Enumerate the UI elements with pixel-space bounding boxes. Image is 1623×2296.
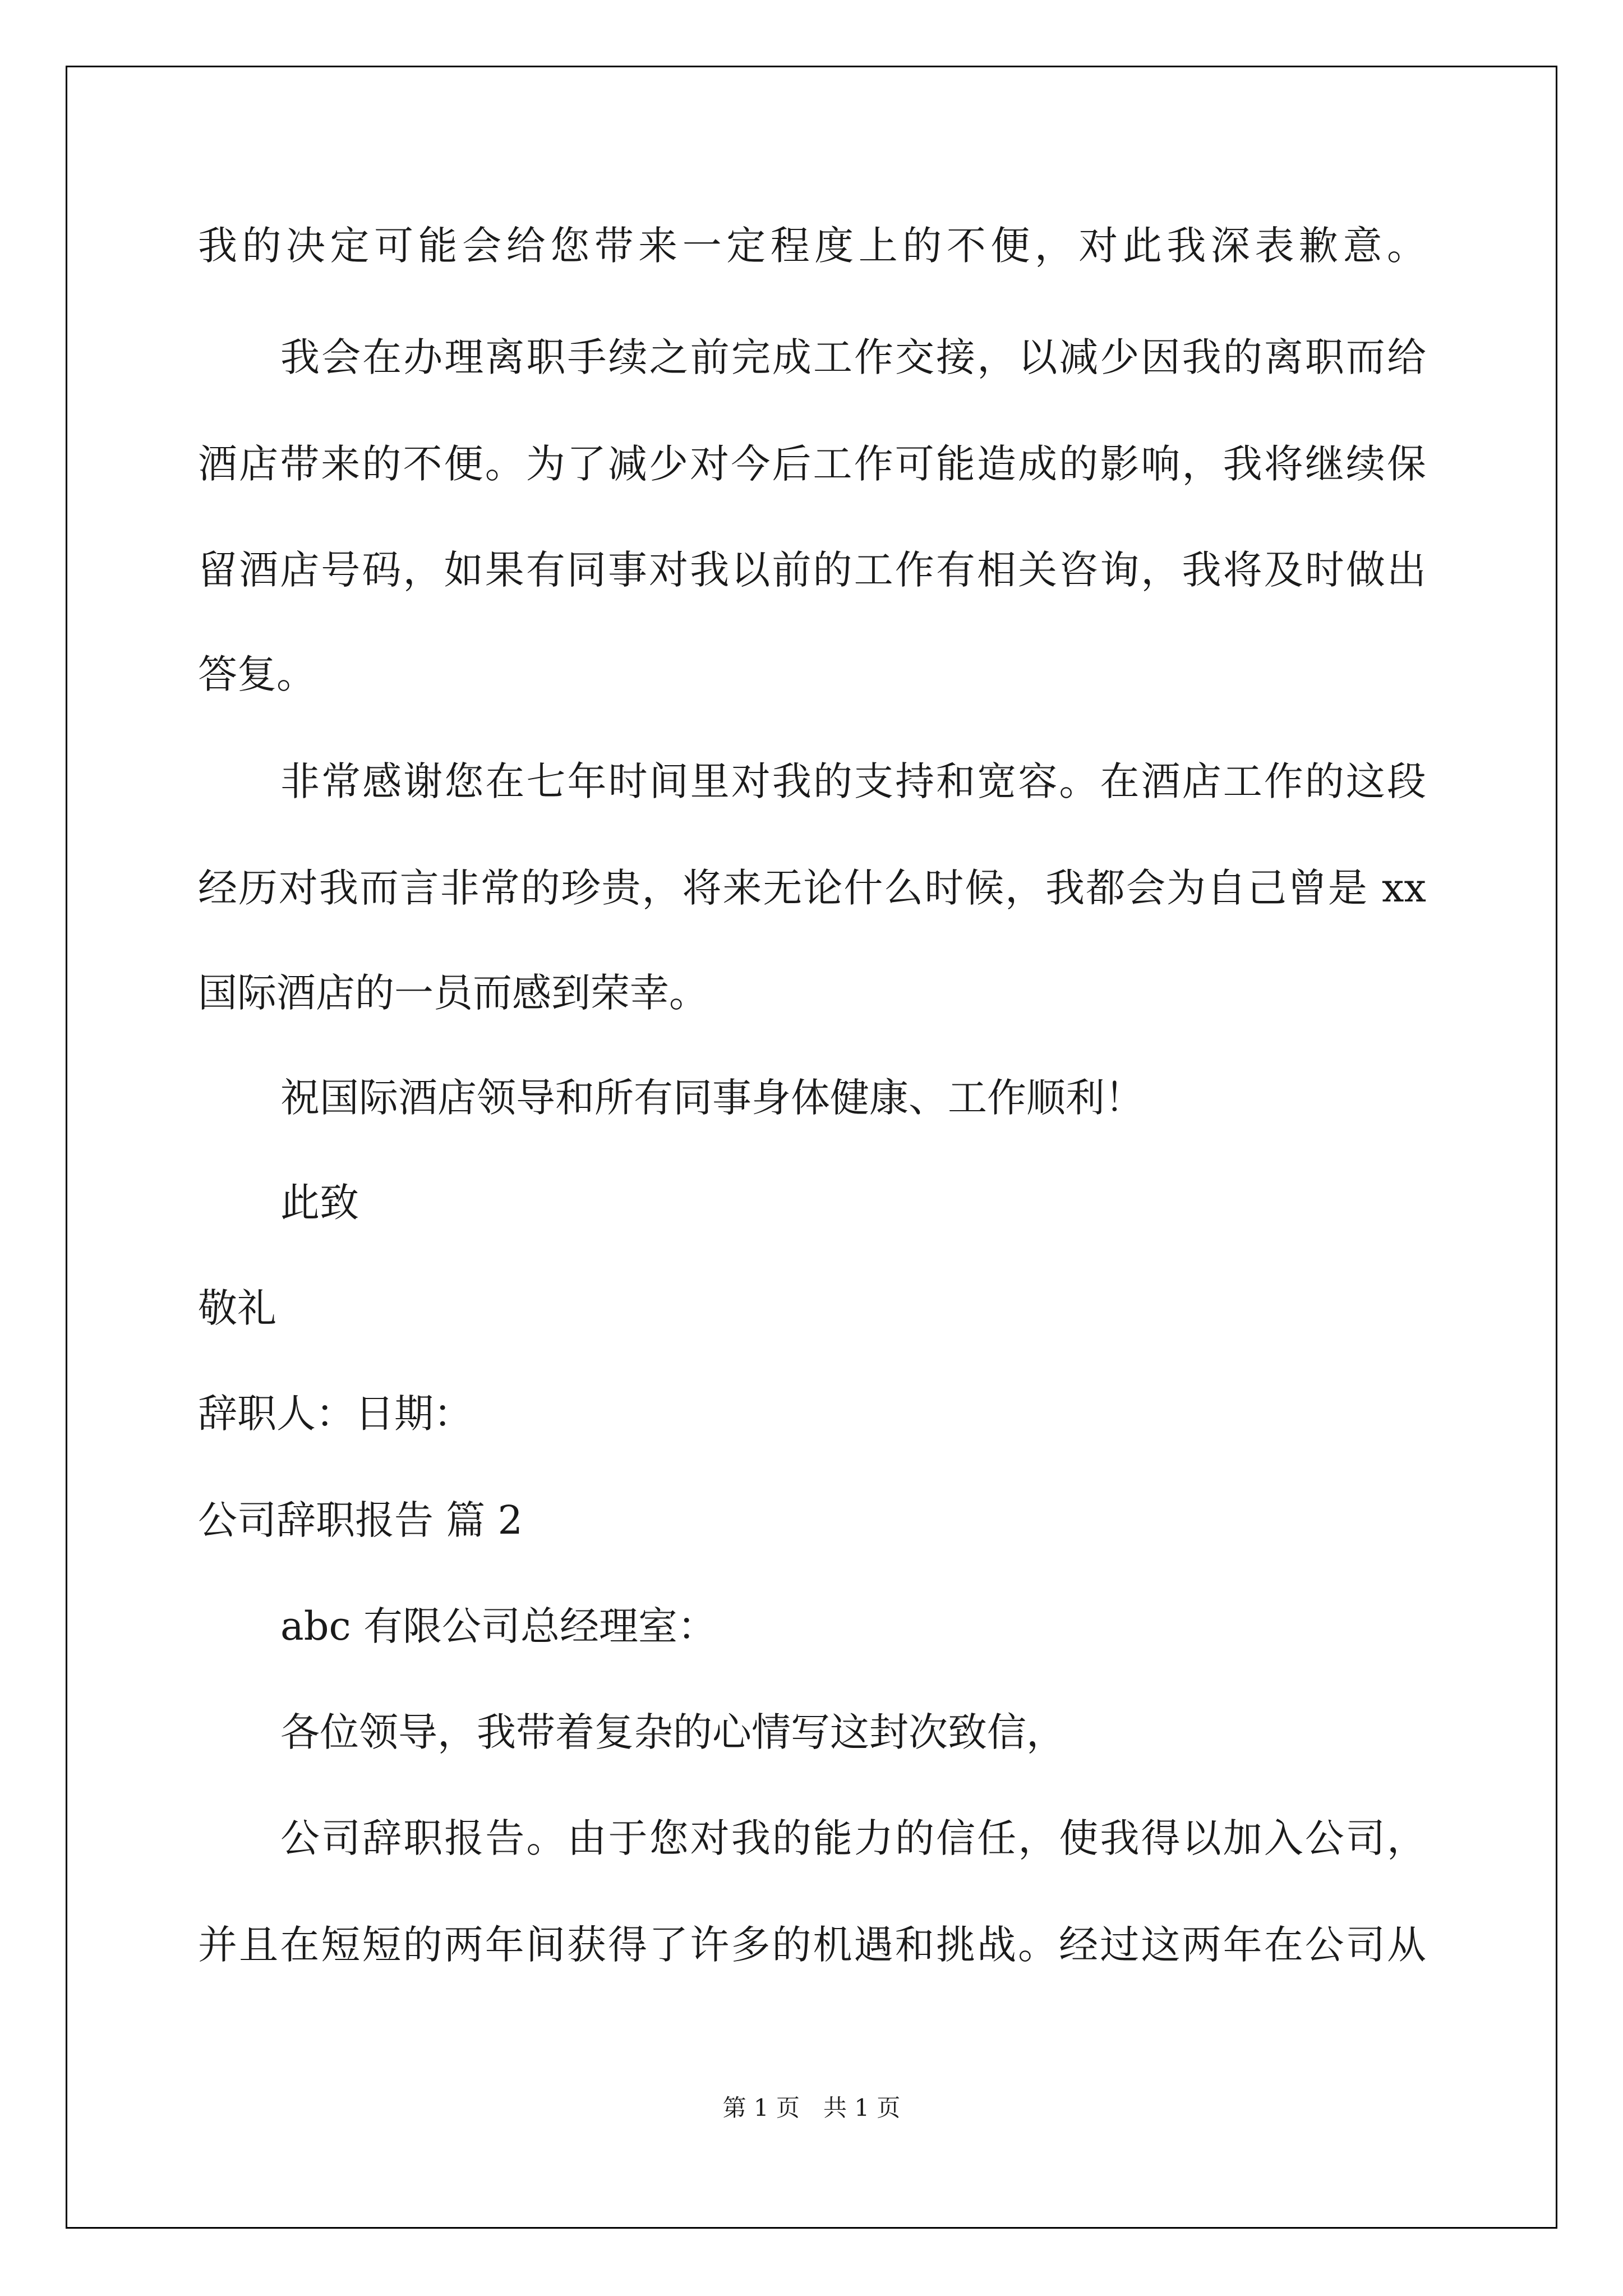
text-line: 国际酒店的一员而感到荣幸。: [198, 970, 708, 1016]
text-line: 答复。: [198, 651, 316, 697]
section-heading: 公司辞职报告 篇 2: [198, 1497, 523, 1543]
addressee: abc 有限公司总经理室：: [280, 1603, 717, 1649]
signature-line: 辞职人：日期：: [198, 1391, 473, 1437]
text-line: 并且在短短的两年间获得了许多的机遇和挑战。经过这两年在公司从: [198, 1922, 1426, 1968]
text-line: 留酒店号码，如果有同事对我以前的工作有相关咨询，我将及时做出: [198, 547, 1426, 593]
text-line: 经历对我而言非常的珍贵，将来无论什么时候，我都会为自己曾是 xx: [198, 865, 1426, 911]
closing-salutation: 此致: [280, 1180, 359, 1226]
text-line: 非常感谢您在七年时间里对我的支持和宽容。在酒店工作的这段: [280, 758, 1426, 804]
closing-regards: 敬礼: [198, 1285, 276, 1331]
text-line: 祝国际酒店领导和所有同事身体健康、工作顺利！: [280, 1075, 1144, 1121]
page-footer: 第 1 页 共 1 页: [722, 2094, 901, 2122]
text-line: 我的决定可能会给您带来一定程度上的不便，对此我深表歉意。: [198, 223, 1426, 269]
text-line: 各位领导，我带着复杂的心情写这封次致信，: [280, 1709, 1066, 1755]
text-line: 酒店带来的不便。为了减少对今后工作可能造成的影响，我将继续保: [198, 441, 1426, 487]
text-line: 公司辞职报告。由于您对我的能力的信任，使我得以加入公司，: [280, 1815, 1426, 1861]
text-line: 我会在办理离职手续之前完成工作交接，以减少因我的离职而给: [280, 334, 1426, 380]
page-border: [66, 66, 1557, 2229]
